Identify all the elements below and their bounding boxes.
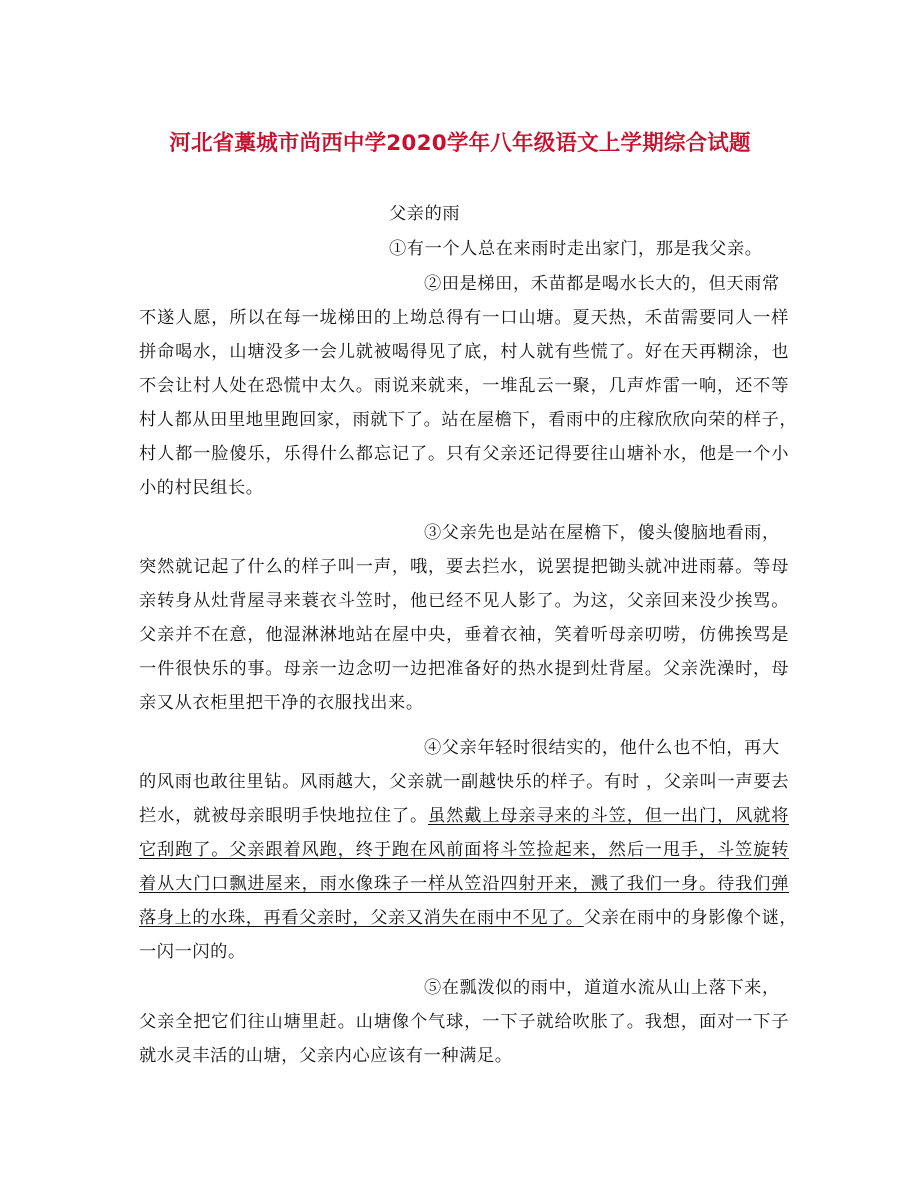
paragraph-line: 不会让村人处在恐慌中太久。雨说来就来，一堆乱云一聚，几声炸雷一响，还不等 <box>139 376 789 396</box>
paragraph-line: 就水灵丰活的山塘，父亲内心应该有一种满足。 <box>139 1046 513 1066</box>
paragraph-line <box>139 839 789 861</box>
paragraph-line: ②田是梯田，禾苗都是喝水长大的，但天雨常 <box>424 274 780 294</box>
underlined-text: 着从大门口飘进屋来，雨水像珠子一样从笠沿四射开来，溅了我们一身。待我们弹 <box>139 874 789 894</box>
paragraph-line: 的风雨也敢往里钻。风雨越大，父亲就一副越快乐的样子。有时 ，父亲叫一声要去 <box>139 772 789 792</box>
paragraph-1: ①有一个人总在来雨时走出家门，那是我父亲。 <box>389 239 763 259</box>
paragraph-line: 不遂人愿，所以在每一垅梯田的上坳总得有一口山塘。夏天热，禾苗需要同人一样 <box>139 308 789 328</box>
underlined-text: 落身上的水珠，再看父亲时，父亲又消失在雨中不见了。 <box>139 908 584 928</box>
paragraph-line: 村人都从田里地里跑回家，雨就下了。站在屋檐下，看雨中的庄稼欣欣向荣的样子， <box>139 410 798 430</box>
plain-text: 拦水，就被母亲眼明手快地拉住了。 <box>139 806 429 826</box>
paragraph-line <box>139 873 789 895</box>
section-title: 父亲的雨 <box>389 204 461 224</box>
paragraph-line: 村人都一脸傻乐，乐得什么都忘记了。只有父亲还记得要往山塘补水，他是一个小 <box>139 444 789 464</box>
paragraph-line: 父亲并不在意，他湿淋淋地站在屋中央，垂着衣袖，笑着听母亲叨唠，仿佛挨骂是 <box>139 625 789 645</box>
paragraph-line: 一闪一闪的。 <box>139 942 246 962</box>
paragraph-line <box>139 805 789 827</box>
paragraph-line: 亲又从衣柜里把干净的衣服找出来。 <box>139 693 424 713</box>
paragraph-line: 一件很快乐的事。母亲一边念叨一边把准备好的热水提到灶背屋。父亲洗澡时，母 <box>139 659 789 679</box>
underlined-text: 虽然戴上母亲寻来的斗笠，但一出门，风就将 <box>428 806 789 826</box>
paragraph-line: ⑤在瓢泼似的雨中，道道水流从山上落下来， <box>424 978 780 998</box>
paragraph-line: 突然就记起了什么的样子叫一声，哦，要去拦水，说罢提把锄头就冲进雨幕。等母 <box>139 557 789 577</box>
paragraph-line: 小的村民组长。 <box>139 478 264 498</box>
paragraph-line: ④父亲年轻时很结实的，他什么也不怕，再大 <box>424 738 780 758</box>
underlined-text: 它刮跑了。父亲跟着风跑，终于跑在风前面将斗笠捡起来，然后一甩手，斗笠旋转 <box>139 840 789 860</box>
paragraph-line: ③父亲先也是站在屋檐下，傻头傻脑地看雨， <box>424 523 780 543</box>
document-title: 河北省藁城市尚西中学2020学年八年级语文上学期综合试题 <box>169 131 751 156</box>
paragraph-line <box>139 907 798 929</box>
plain-text: 父亲在雨中的身影像个谜， <box>583 908 798 928</box>
paragraph-line: 父亲全把它们往山塘里赶。山塘像个气球，一下子就给吹胀了。我想，面对一下子 <box>139 1012 789 1032</box>
paragraph-line: 亲转身从灶背屋寻来蓑衣斗笠时，他已经不见人影了。为这，父亲回来没少挨骂。 <box>139 591 789 611</box>
paragraph-line: 拼命喝水，山塘没多一会儿就被喝得见了底，村人就有些慌了。好在天再糊涂，也 <box>139 342 789 362</box>
